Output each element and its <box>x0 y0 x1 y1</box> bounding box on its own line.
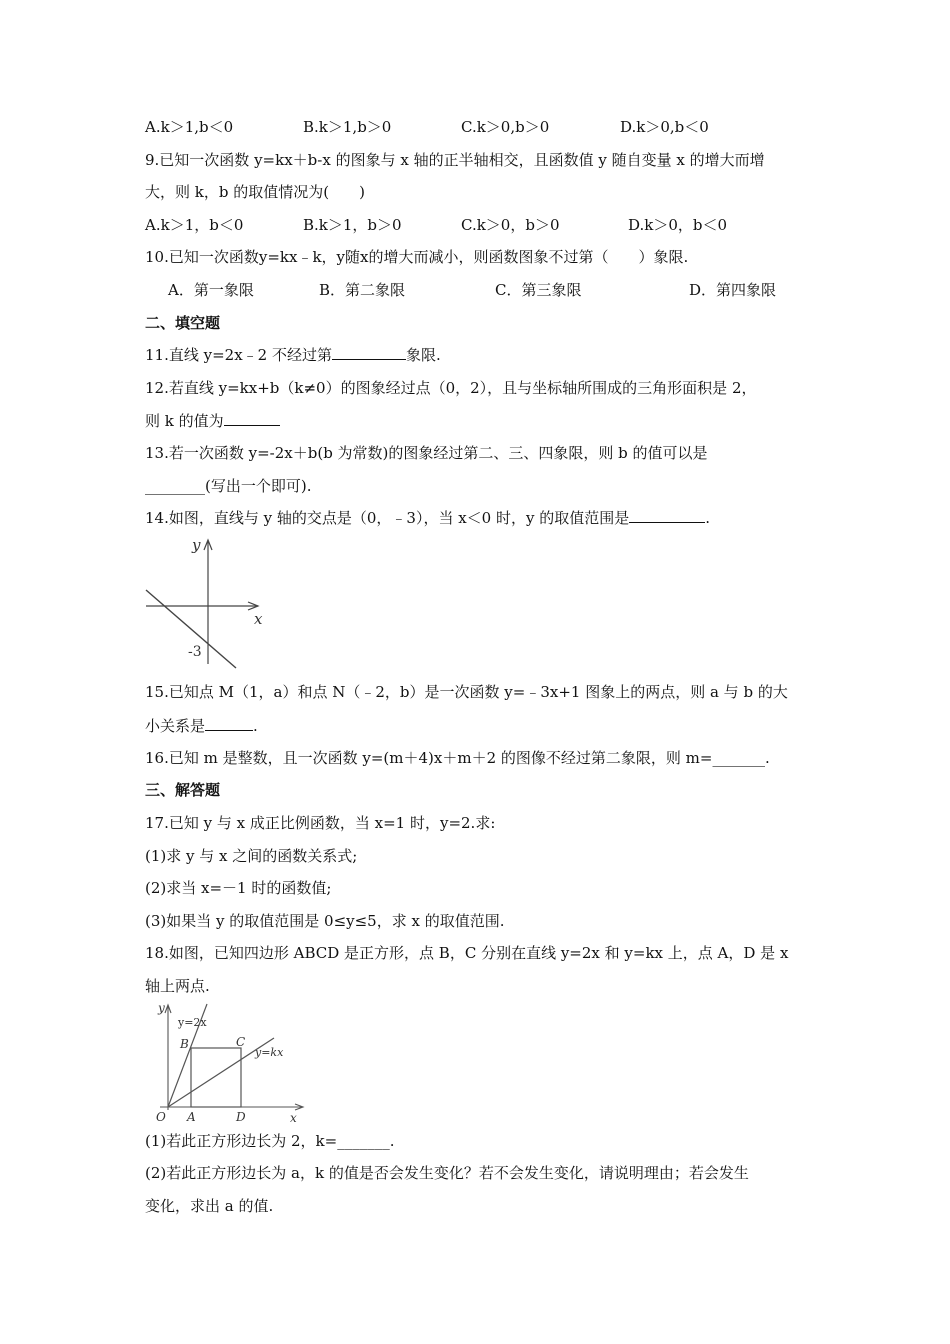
q14-text <box>145 508 710 528</box>
q18-text-line2: 轴上两点. <box>145 977 210 995</box>
q8-option-c: C.k＞0,b＞0 <box>461 118 550 136</box>
q10-option-a: A．第一象限 <box>168 281 254 299</box>
q9-option-a: A.k＞1，b＜0 <box>145 216 244 234</box>
q18-graph-svg <box>140 998 310 1124</box>
q15-text-line1: 15.已知点 M（1，a）和点 N（﹣2，b）是一次函数 y=﹣3x+1 图象上的两点，则 a 与 b 的大 <box>145 683 788 701</box>
q10-option-c: C．第三象限 <box>495 281 582 299</box>
q18-text-line1: 18.如图，已知四边形 ABCD 是正方形，点 B，C 分别在直线 y=2x 和 y=kx 上，点 A，D 是 x <box>145 944 789 962</box>
q12-text-line2 <box>145 411 280 431</box>
q9-option-d: D.k＞0，b＜0 <box>628 216 728 234</box>
q8-option-a: A.k＞1,b＜0 <box>145 118 234 136</box>
q10-option-d: D．第四象限 <box>689 281 777 299</box>
q18-square-abcd <box>191 1048 241 1107</box>
q17-text-line1: 17.已知 y 与 x 成正比例函数，当 x=1 时，y=2.求: <box>145 814 496 832</box>
q9-option-c: C.k＞0，b＞0 <box>461 216 560 234</box>
q9-text-line2: 大，则 k，b 的取值情况为( ) <box>145 183 365 201</box>
q9-option-b: B.k＞1，b＞0 <box>303 216 402 234</box>
q18-origin-label: O <box>156 1110 166 1124</box>
q8-option-d: D.k＞0,b＜0 <box>620 118 709 136</box>
q12-prefix: 则 k 的值为 <box>145 412 224 430</box>
section-solve-title: 三、解答题 <box>145 781 221 799</box>
q17-text-line3: (2)求当 x=－1 时的函数值; <box>145 879 332 897</box>
q14-graph-svg <box>140 532 270 672</box>
q18-label-ykx: y=kx <box>255 1046 284 1059</box>
q17-text-line4: (3)如果当 y 的取值范围是 0≤y≤5，求 x 的取值范围. <box>145 912 505 930</box>
q14-x-label: x <box>254 610 263 628</box>
q18-part2-line2: 变化，求出 a 的值. <box>145 1197 274 1215</box>
q13-text-line2: ________(写出一个即可). <box>145 477 312 495</box>
q8-option-b: B.k＞1,b＞0 <box>303 118 392 136</box>
q14-intercept-label: -3 <box>188 644 202 660</box>
q11-text <box>145 345 441 365</box>
q12-answer-blank[interactable] <box>224 411 280 426</box>
q14-graph-figure <box>140 532 270 672</box>
q9-text-line1: 9.已知一次函数 y=kx＋b-x 的图象与 x 轴的正半轴相交，且函数值 y 随自变量 x 的增大而增 <box>145 151 765 169</box>
q18-point-a-label: A <box>187 1110 196 1124</box>
q17-text-line2: (1)求 y 与 x 之间的函数关系式; <box>145 847 358 865</box>
q11-answer-blank[interactable] <box>332 345 406 360</box>
q11-prefix: 11.直线 y=2x﹣2 不经过第 <box>145 346 332 364</box>
q15-answer-blank[interactable] <box>205 716 253 731</box>
q18-point-b-label: B <box>180 1037 189 1051</box>
q10-option-b: B．第二象限 <box>319 281 406 299</box>
q18-point-d-label: D <box>236 1110 246 1124</box>
q13-text-line1: 13.若一次函数 y=-2x＋b(b 为常数)的图象经过第二、三、四象限，则 b 的值可以是 <box>145 444 708 462</box>
q18-part2-line1: (2)若此正方形边长为 a，k 的值是否会发生变化？若不会发生变化，请说明理由；若会发生 <box>145 1164 749 1182</box>
q14-prefix: 14.如图，直线与 y 轴的交点是（0，﹣3），当 x＜0 时，y 的取值范围是 <box>145 509 630 527</box>
q11-suffix: 象限. <box>405 346 441 364</box>
q18-graph-figure <box>140 998 310 1124</box>
q16-text: 16.已知 m 是整数，且一次函数 y=(m＋4)x＋m＋2 的图像不经过第二象限，则 m=_______. <box>145 749 770 767</box>
q15-suffix: . <box>253 717 258 735</box>
q15-prefix: 小关系是 <box>145 717 206 735</box>
q10-text: 10.已知一次函数y=kx﹣k，y随x的增大而减小，则函数图象不过第（ ）象限. <box>145 248 689 266</box>
section-fill-in-title: 二、填空题 <box>145 314 221 332</box>
q18-point-c-label: C <box>236 1035 246 1049</box>
q14-y-label: y <box>192 536 201 554</box>
q18-y-label: y <box>158 1001 165 1015</box>
q14-answer-blank[interactable] <box>629 508 705 523</box>
q18-x-label: x <box>290 1111 297 1124</box>
q18-part1: (1)若此正方形边长为 2，k=_______. <box>145 1132 395 1150</box>
q18-label-y2x: y=2x <box>178 1016 207 1029</box>
q12-text-line1: 12.若直线 y=kx+b（k≠0）的图象经过点（0，2），且与坐标轴所围成的三角形面积是 2， <box>145 379 757 397</box>
q14-suffix: . <box>705 509 711 527</box>
q15-text-line2 <box>145 716 258 736</box>
